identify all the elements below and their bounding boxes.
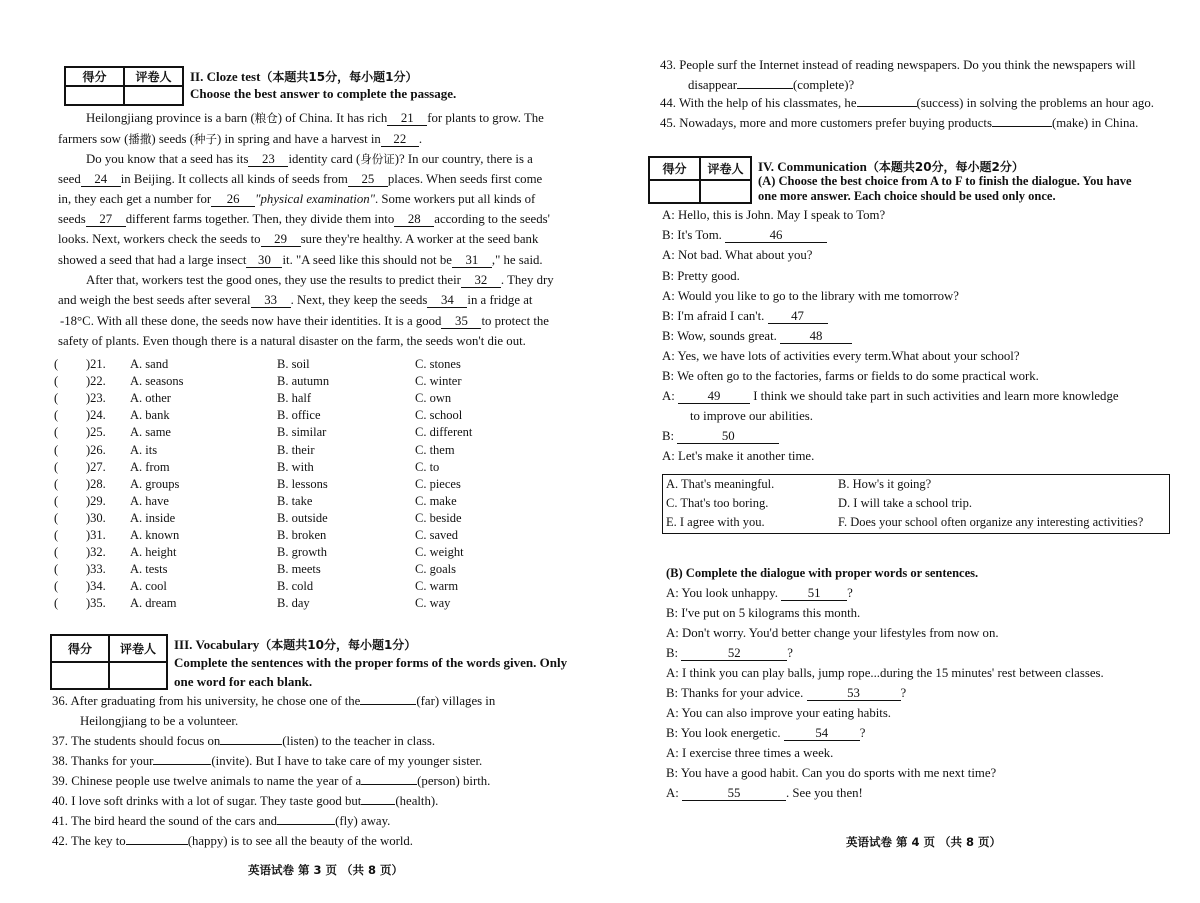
answer-paren[interactable]: ( [54,579,59,594]
question-number: )28. [86,476,106,491]
option-a: A. dream [130,596,177,611]
answer-paren[interactable]: ( [54,528,59,542]
comm-instruction-2: one more answer. Each choice should be used only once. [758,189,1056,203]
choice-option: E. I agree with you. [666,515,765,529]
vocab-item-45: 45. Nowadays, more and more customers prefer buying products (make) in China. [660,116,1139,130]
dialogue-b-line: A: I think you can play balls, jump rope...during the 15 minutes' rest between classes. [666,666,1104,680]
option-b: B. broken [277,528,327,542]
score-label: 得分 [51,635,109,662]
vocab-title: III. Vocabulary（本题共10分，每小题1分） [174,637,417,652]
partb-title: (B) Complete the dialogue with proper words or sentences. [666,566,979,580]
option-a: A. groups [130,476,180,491]
option-b: B. take [277,493,313,508]
question-number: )24. [86,408,106,423]
dialogue-line-cont: to improve our abilities. [690,409,813,423]
answer-paren[interactable]: ( [54,459,59,474]
blank-29[interactable]: 29 [261,233,301,247]
dialogue-line: B: 50 [662,429,779,444]
dialogue-line: A: Not bad. What about you? [662,248,813,262]
question-number: )33. [86,562,106,577]
dialogue-b-line: A: I exercise three times a week. [666,746,834,760]
answer-paren[interactable]: ( [54,408,59,423]
blank-35[interactable]: 35 [441,315,481,329]
option-a: A. bank [130,408,170,423]
question-number: )25. [86,425,106,440]
dialogue-b-line: B: 52 ? [666,646,793,660]
answer-paren[interactable]: ( [54,596,59,611]
vocab-instruction-1: Complete the sentences with the proper forms of the words given. Only [174,655,568,670]
option-a: A. its [130,442,158,457]
option-b: B. outside [277,510,328,525]
option-b: B. similar [277,425,327,440]
option-c: C. warm [415,579,459,594]
question-number: )26. [86,442,106,457]
option-c: C. goals [415,562,456,577]
option-c: C. beside [415,510,462,525]
vocab-blank[interactable] [857,106,917,107]
dialogue-b-line: A: You look unhappy. 51 ? [666,586,853,600]
blank-22[interactable]: 22 [381,133,419,147]
vocab-blank[interactable] [220,744,282,745]
answer-paren[interactable]: ( [54,510,59,525]
option-c: C. to [415,459,440,474]
dialogue-blank[interactable]: 47 [768,310,828,324]
score-cell[interactable] [649,180,700,203]
dialogue-line: B: Wow, sounds great. 48 [662,329,852,344]
option-c: C. way [415,596,451,611]
option-a: A. seasons [130,374,184,389]
blank-23[interactable]: 23 [248,153,288,167]
option-a: A. height [130,545,177,560]
option-c: C. make [415,493,457,508]
vocab-item-41: 41. The bird heard the sound of the cars and (fly) away. [52,814,391,828]
choice-option: C. That's too boring. [666,496,769,510]
blank-27[interactable]: 27 [86,213,126,227]
option-a: A. tests [130,562,168,577]
option-b: B. lessons [277,476,328,491]
grader-cell[interactable] [700,180,751,203]
dialogue-b-line: B: You look energetic. 54 ? [666,726,866,740]
passage-line: farmers sow (播撒) seeds (种子) in spring and have a harvest in 22 . [58,132,423,146]
answer-paren[interactable]: ( [54,442,59,457]
option-b: B. soil [277,357,310,371]
option-b: B. office [277,408,321,423]
option-b: B. day [277,596,310,611]
passage-line: looks. Next, workers check the seeds to 29 sure they're healthy. A worker at the seed bank [58,232,539,246]
question-number: )31. [86,528,106,542]
option-a: A. known [130,528,180,542]
passage-line: After that, workers test the good ones, they use the results to predict their 32 . They dry [86,273,554,287]
page-footer-right: 英语试卷 第 4 页 （共 8 页） [846,835,1002,849]
dialogue-line: B: It's Tom. 46 [662,228,827,243]
dialogue-line: A: Hello, this is John. May I speak to Tom? [662,208,886,222]
option-c: C. stones [415,357,461,371]
option-c: C. school [415,408,463,423]
grader-cell[interactable] [109,662,167,689]
passage-line: seeds 27 different farms together. Then, they divide them into 28 according to the seeds' [58,212,550,226]
answer-paren[interactable]: ( [54,425,59,440]
cloze-title: II. Cloze test（本题共15分，每小题1分） [190,69,418,84]
vocab-item-43: 43. People surf the Internet instead of reading newspapers. Do you think the newspapers will [660,58,1136,72]
answer-paren[interactable]: ( [54,476,59,491]
dialogue-line: B: Pretty good. [662,269,740,283]
blank-25[interactable]: 25 [348,173,388,187]
page-footer-left: 英语试卷 第 3 页 （共 8 页） [248,863,404,877]
dialogue-b-line: A: 55 . See you then! [666,786,863,800]
score-label: 得分 [65,67,124,86]
option-a: A. sand [130,357,169,371]
score-cell[interactable] [65,86,124,105]
option-a: A. from [130,459,170,474]
passage-line: and weigh the best seeds after several 33 . Next, they keep the seeds 34 in a fridge at [58,293,533,307]
grader-cell[interactable] [124,86,183,105]
vocab-blank[interactable] [126,844,188,845]
blank-26[interactable]: 26 [211,193,255,207]
dialogue-blank[interactable]: 53 [807,687,901,701]
answer-paren[interactable]: ( [54,562,59,577]
grader-label: 评卷人 [109,635,167,662]
answer-paren[interactable]: ( [54,493,59,508]
vocab-blank[interactable] [992,126,1052,127]
passage-line: showed a seed that had a large insect 30 it. "A seed like this should not be 31 ," he said. [58,253,543,267]
vocab-instruction-2: one word for each blank. [174,674,313,689]
option-b: B. their [277,442,315,457]
vocab-blank[interactable] [737,88,793,89]
choice-option: B. How's it going? [838,477,932,491]
dialogue-b-line: B: You have a good habit. Can you do sports with me next time? [666,766,997,780]
option-c: C. saved [415,528,459,542]
option-c: C. pieces [415,476,461,491]
vocab-blank[interactable] [153,764,211,765]
dialogue-line: B: We often go to the factories, farms or fields to do some practical work. [662,369,1039,383]
option-b: B. with [277,459,314,474]
score-box-comm [648,156,752,204]
dialogue-blank[interactable]: 46 [725,229,827,243]
blank-31[interactable]: 31 [452,254,492,268]
option-a: A. inside [130,510,176,525]
vocab-blank[interactable] [361,784,417,785]
dialogue-line: A: Let's make it another time. [662,449,815,463]
option-c: C. weight [415,545,464,560]
blank-30[interactable]: 30 [246,254,282,268]
comm-title: IV. Communication（本题共20分，每小题2分） [758,159,1024,174]
grader-label: 评卷人 [124,67,183,86]
dialogue-blank[interactable]: 49 [678,390,750,404]
answer-paren[interactable]: ( [54,391,59,406]
vocab-item-36: 36. After graduating from his university, he chose one of the (far) villages in [52,694,496,708]
answer-paren[interactable]: ( [54,357,59,371]
choice-option: A. That's meaningful. [666,477,775,491]
option-c: C. winter [415,374,462,389]
vocab-item-38: 38. Thanks for your (invite). But I have to take care of my younger sister. [52,754,483,768]
vocab-item-36-cont: Heilongjiang to be a volunteer. [80,714,239,728]
passage-line: seed 24 in Beijing. It collects all kinds of seeds from 25 places. When seeds first come [58,172,543,186]
question-number: )23. [86,391,106,406]
vocab-blank[interactable] [277,824,335,825]
vocab-item-44: 44. With the help of his classmates, he (success) in solving the problems an hour ago. [660,96,1154,110]
vocab-item-37: 37. The students should focus on (listen) to the teacher in class. [52,734,436,748]
grader-label: 评卷人 [700,157,751,180]
score-cell[interactable] [51,662,109,689]
choice-option: D. I will take a school trip. [838,496,972,510]
blank-21[interactable]: 21 [387,112,427,126]
passage-line: in, they each get a number for 26 "physical examination". Some workers put all kinds of [58,192,536,206]
dialogue-blank[interactable]: 50 [677,430,779,444]
option-a: A. other [130,391,171,406]
vocab-item-40: 40. I love soft drinks with a lot of sugar. They taste good but (health). [52,794,439,808]
passage-line: -18°C. With all these done, the seeds now have their identities. It is a good 35 to protect the [60,314,549,328]
dialogue-line: A: 49 I think we should take part in such activities and learn more knowledge [662,389,1119,403]
dialogue-blank[interactable]: 55 [682,787,786,801]
question-number: )21. [86,357,106,371]
passage-line: Do you know that a seed has its 23 identity card (身份证)? In our country, there is a [86,152,533,166]
question-number: )29. [86,493,106,508]
score-box-cloze [64,66,184,106]
vocab-item-43-cont: disappear (complete)? [688,78,855,92]
score-label: 得分 [649,157,700,180]
option-b: B. autumn [277,374,330,389]
option-b: B. half [277,391,312,406]
vocab-item-42: 42. The key to (happy) is to see all the beauty of the world. [52,834,414,848]
dialogue-blank[interactable]: 52 [681,647,787,661]
blank-34[interactable]: 34 [427,294,467,308]
dialogue-b-line: A: You can also improve your eating habits. [666,706,892,720]
answer-paren[interactable]: ( [54,374,59,389]
dialogue-b-line: B: Thanks for your advice. 53 ? [666,686,907,700]
passage-line: Heilongjiang province is a barn (粮仓) of China. It has rich 21 for plants to grow. The [86,111,544,125]
blank-33[interactable]: 33 [251,294,291,308]
cloze-instruction: Choose the best answer to complete the passage. [190,86,457,101]
question-number: )32. [86,545,106,560]
dialogue-b-line: A: Don't worry. You'd better change your lifestyles from now on. [666,626,999,640]
vocab-blank[interactable] [360,704,416,705]
answer-paren[interactable]: ( [54,545,59,560]
dialogue-blank[interactable]: 51 [781,587,847,601]
dialogue-blank[interactable]: 54 [784,727,860,741]
vocab-blank[interactable] [361,804,395,805]
question-number: )22. [86,374,106,389]
blank-24[interactable]: 24 [81,173,121,187]
dialogue-b-line: B: I've put on 5 kilograms this month. [666,606,861,620]
dialogue-line: A: Yes, we have lots of activities every term.What about your school? [662,349,1020,363]
option-a: A. cool [130,579,167,594]
option-b: B. growth [277,545,327,560]
question-number: )35. [86,596,106,611]
option-a: A. same [130,425,171,440]
question-number: )30. [86,510,106,525]
option-a: A. have [130,493,169,508]
question-number: )34. [86,579,106,594]
option-c: C. different [415,425,473,440]
score-box-vocab [50,634,168,690]
dialogue-line: A: Would you like to go to the library with me tomorrow? [662,289,959,303]
blank-28[interactable]: 28 [394,213,434,227]
dialogue-line: B: I'm afraid I can't. 47 [662,309,828,324]
choice-option: F. Does your school often organize any interesting activities? [838,515,1144,529]
question-number: )27. [86,459,106,474]
passage-line: safety of plants. Even though there is a natural disaster on the farm, the seeds won't die out. [58,334,526,348]
option-c: C. own [415,391,452,406]
option-c: C. them [415,442,455,457]
comm-instruction-1: (A) Choose the best choice from A to F to finish the dialogue. You have [758,174,1132,188]
dialogue-blank[interactable]: 48 [780,330,852,344]
blank-32[interactable]: 32 [461,274,501,288]
option-b: B. meets [277,562,321,577]
vocab-item-39: 39. Chinese people use twelve animals to name the year of a (person) birth. [52,774,491,788]
option-b: B. cold [277,579,314,594]
